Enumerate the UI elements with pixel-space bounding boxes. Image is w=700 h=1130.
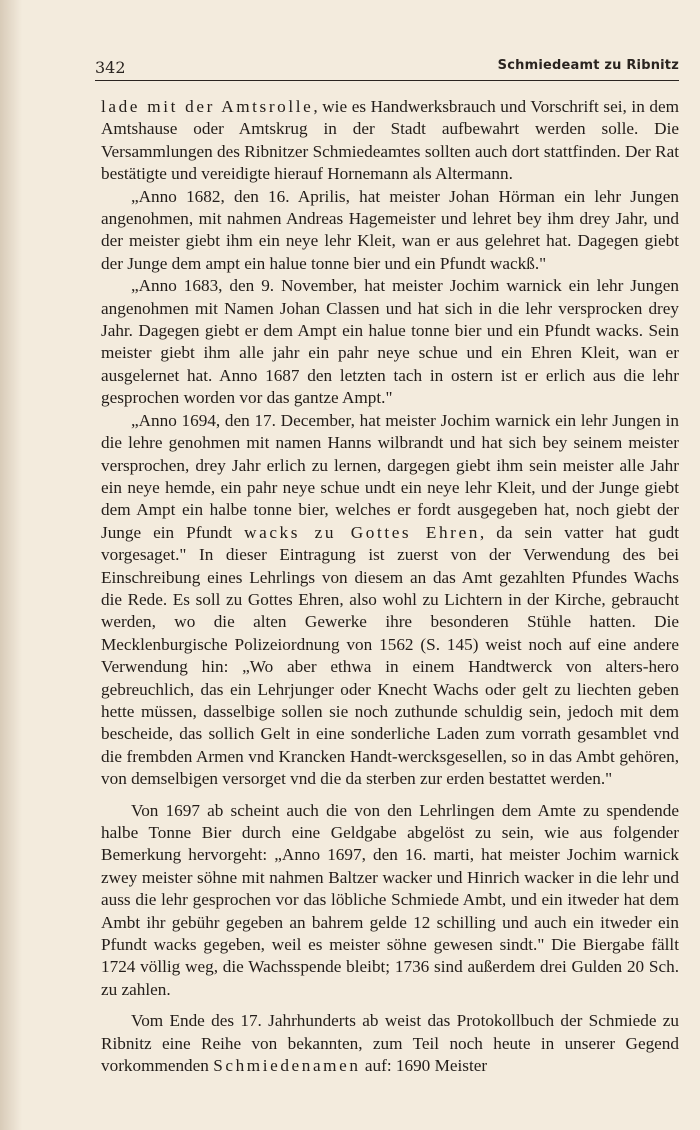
- header-rule: [95, 80, 679, 81]
- page-header: [95, 58, 679, 78]
- paragraph: [101, 410, 679, 791]
- paragraph-text: „Anno 1694, den 17. December, hat meister Jochim warnick ein lehr Jungen in die lehre genohmen mit namen Hanns wilbrandt und hat sich bey seinem meister versprochen, drey Jahr erlich zu lernen, dargegen giebt ihm sein meister alle Jahr ein neye hemde, ein pahr neye schue undt ein neye lehr Kleit, und der Junge giebt dem Ampt ein halbe tonne bier, welches er fordt ausgegeben hat, noch giebt der Junge ein Pfundt: [101, 410, 679, 542]
- spaced-emphasis: wacks zu Gottes Ehren: [244, 522, 480, 542]
- paragraph-text: , da sein vatter hat gudt vorgesaget." In dieser Eintragung ist zuerst von der Verwendung des bei Einschreibung eines Lehrlings von diesem an das Amt gezahlten Pfundes Wachs die Rede. Es soll zu Gottes Ehren, also wohl zu Lichtern in der Kirche, gebraucht werden, wo die alten Gewerke ihre besonderen Stühle hatten. Die Mecklenburgische Polizeiordnung von 1562 (S. 145) weist noch auf eine andere Verwendung hin: „Wo aber ethwa in einem Handtwerck von alters-hero gebreuchlich, das ein Lehrjunger oder Knecht Wachs oder gelt zu liechten geben hette müssen, dasselbige sollen sie noch zuthunde schuldig sein, jedoch mit dem bescheide, das sollich Gelt in eine sonderliche Laden zum vorrath gesamblet vnd die frembden Armen vnd Krancken Handt-wercksgesellen, so in das Ambt gehören, von demselbigen versorget vnd die da sterben zur erden bestattet werden.": [101, 522, 680, 789]
- page-gutter-shadow: [0, 0, 22, 1130]
- paragraph-text: , wie es Handwerksbrauch und Vorschrift sei, in dem Amtshause oder Amtskrug in der Stadt aufbewahrt werden solle. Die Versammlungen des Ribnitzer Schmiedeamtes sollten auch dort stattfinden. Der Rat bestätigte und vereidigte hierauf Hornemann als Altermann.: [101, 97, 679, 184]
- running-head: Schmiedeamt zu Ribnitz: [497, 58, 679, 73]
- paragraph: „Anno 1682, den 16. Aprilis, hat meister Johan Hörman ein lehr Jungen angenohmen, mit nahmen Andreas Hagemeister und lehret bey ihm drey Jahr, und der meister giebt ihm ein neye lehr Kleit, wan er aus gelehret hat. Dagegen giebt der Junge dem ampt ein halue tonne bier und ein Pfundt wackß.": [101, 186, 679, 273]
- body-text: [101, 96, 679, 1077]
- paragraph-text: Vom Ende des 17. Jahrhunderts ab weist das Protokollbuch der Schmiede zu Ribnitz eine Reihe von bekannten, zum Teil noch heute in unserer Gegend vorkommenden: [101, 1011, 679, 1076]
- paragraph: [101, 1010, 679, 1077]
- paragraph: „Anno 1683, den 9. November, hat meister Jochim warnick ein lehr Jungen angenohmen mit Namen Johan Classen und hat sich in die lehr versprocken drey Jahr. Dagegen giebt er dem Ampt ein halue tonne bier und ein Pfundt wacks. Sein meister giebt ihm alle jahr ein pahr neye schue und ein Ehren Kleit, wan er ausgelernet hat. Anno 1687 den letzten tach in ostern ist er erlich aus die lehr gesprochen worden vor das gantze Ampt.": [101, 276, 679, 408]
- paragraph: Von 1697 ab scheint auch die von den Lehrlingen dem Amte zu spendende halbe Tonne Bier durch eine Geldgabe abgelöst zu sein, wie aus folgender Bemerkung hervorgeht: „Anno 1697, den 16. marti, hat meister Jochim warnick zwey meister söhne mit nahmen Baltzer wacker und Hinrich wacker in die lehr und auss die lehr gesprochen vor das löbliche Schmiede Ambt, und ein itweder hat dem Ambt ihr gebühr gegeben an bahrem gelde 12 schilling und auch ein itweder ein Pfundt wacks gegeben, weil es meister söhne gewesen sindt." Die Biergabe fällt 1724 völlig weg, die Wachsspende bleibt; 1736 sind außerdem drei Gulden 20 Sch. zu zahlen.: [101, 800, 679, 999]
- paragraph-text: auf: 1690 Meister: [360, 1056, 488, 1076]
- spaced-emphasis: Schmiedenamen: [213, 1056, 361, 1076]
- page-number: 342: [95, 58, 126, 77]
- paragraph: [101, 96, 679, 186]
- spaced-emphasis: lade mit der Amtsrolle: [101, 97, 314, 116]
